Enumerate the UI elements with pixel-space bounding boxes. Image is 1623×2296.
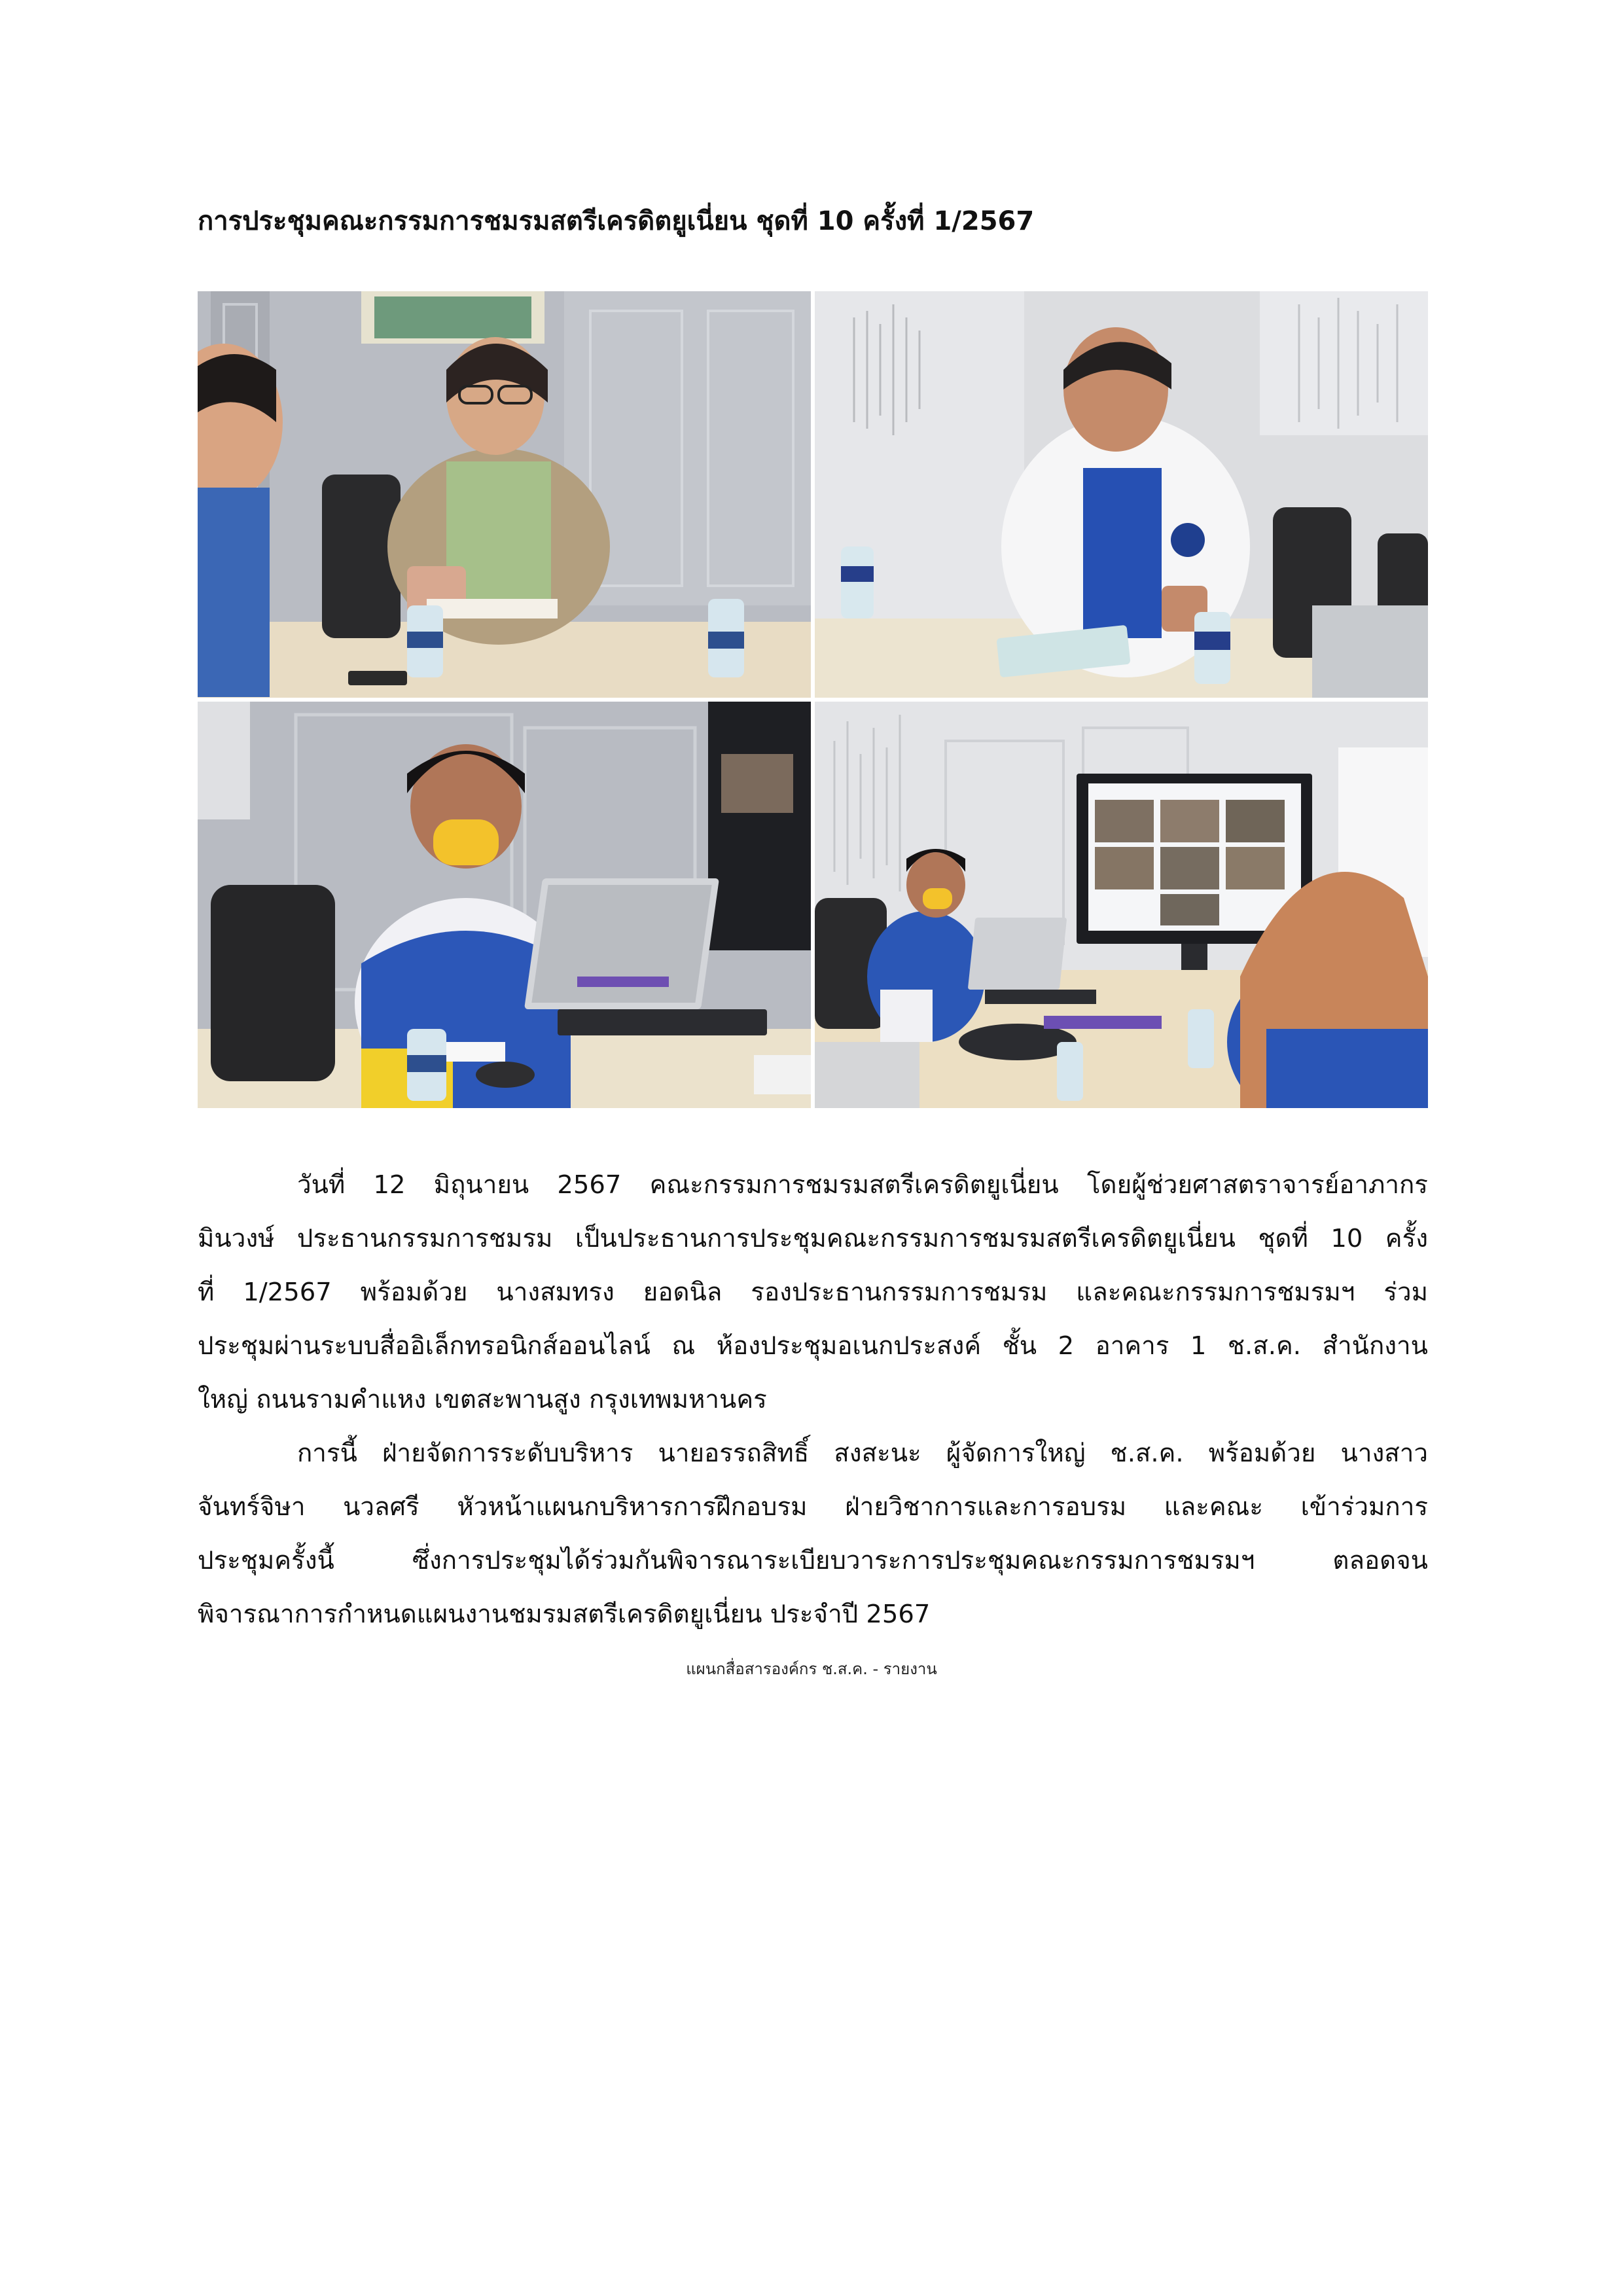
paragraph-line: ประชุมผ่านระบบสื่ออิเล็กทรอนิกส์ออนไลน์ ณ ห้องประชุมอเนกประสงค์ ชั้น 2 อาคาร 1 ช.ส.ค. สำนักงาน	[198, 1331, 1428, 1361]
paragraph-line: ที่ 1/2567 พร้อมด้วย นางสมทรง ยอดนิล รองประธานกรรมการชมรม และคณะกรรมการชมรมฯ ร่วม	[198, 1278, 1428, 1307]
photo-collage	[198, 291, 1428, 1108]
report-credit: แผนกสื่อสารองค์กร ช.ส.ค. - รายงาน	[686, 1660, 937, 1678]
page-title: การประชุมคณะกรรมการชมรมสตรีเครดิตยูเนี่ยน ชุดที่ 10 ครั้งที่ 1/2567	[198, 206, 1035, 236]
paragraph-line: จันทร์จิษา นวลศรี หัวหน้าแผนกบริหารการฝึกอบรม ฝ่ายวิชาการและการอบรม และคณะ เข้าร่วมการ	[198, 1492, 1428, 1522]
photo-top-left	[198, 291, 811, 698]
paragraph-line: การนี้ ฝ่ายจัดการระดับบริหาร นายอรรถสิทธิ์ สงสะนะ ผู้จัดการใหญ่ ช.ส.ค. พร้อมด้วย นางสาว	[297, 1439, 1428, 1468]
paragraph-2	[198, 1427, 1428, 1641]
paragraph-line: ใหญ่ ถนนรามคำแหง เขตสะพานสูง กรุงเทพมหานคร	[198, 1385, 767, 1414]
article-body	[198, 1158, 1428, 1641]
photo-bottom-left	[198, 702, 811, 1108]
photo-bottom-right	[815, 702, 1428, 1108]
paragraph-line: วันที่ 12 มิถุนายน 2567 คณะกรรมการชมรมสตรีเครดิตยูเนี่ยน โดยผู้ช่วยศาสตราจารย์อาภากร	[297, 1170, 1428, 1200]
photo-top-right	[815, 291, 1428, 698]
paragraph-line: พิจารณาการกำหนดแผนงานชมรมสตรีเครดิตยูเนี่ยน ประจำปี 2567	[198, 1600, 931, 1629]
paragraph-line: ประชุมครั้งนี้ ซึ่งการประชุมได้ร่วมกันพิจารณาระเบียบวาระการประชุมคณะกรรมการชมรมฯ ตลอดจน	[198, 1546, 1428, 1575]
paragraph-line: มินวงษ์ ประธานกรรมการชมรม เป็นประธานการประชุมคณะกรรมการชมรมสตรีเครดิตยูเนี่ยน ชุดที่ 10 ครั้ง	[198, 1224, 1428, 1253]
paragraph-1	[198, 1158, 1428, 1427]
